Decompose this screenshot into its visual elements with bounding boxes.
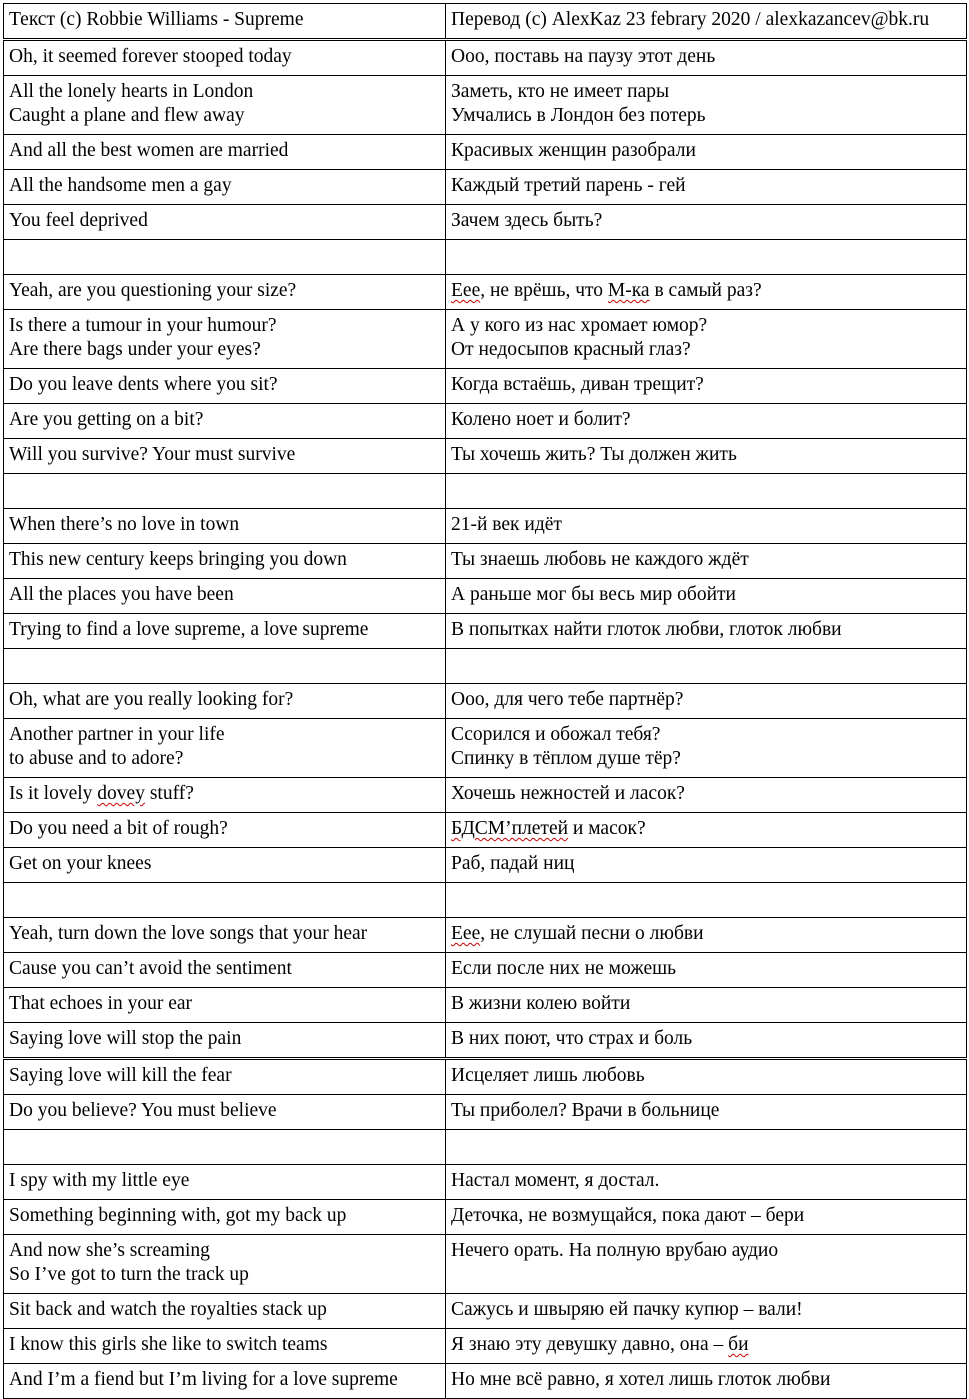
translation-line: А у кого из нас хромает юмор? От недосыпов красный глаз? [446, 310, 967, 369]
table-row [4, 813, 967, 848]
original-line: Is there a tumour in your humour? Are there bags under your eyes? [4, 310, 446, 369]
table-row [4, 40, 967, 76]
original-line: Sit back and watch the royalties stack up [4, 1294, 446, 1329]
original-line: Are you getting on a bit? [4, 404, 446, 439]
empty-row [4, 649, 967, 684]
original-line: And all the best women are married [4, 135, 446, 170]
table-row [4, 170, 967, 205]
table-row [4, 544, 967, 579]
empty-row [4, 240, 967, 275]
original-line: That echoes in your ear [4, 988, 446, 1023]
translation-line: Ты хочешь жить? Ты должен жить [446, 439, 967, 474]
table-row [4, 1364, 967, 1399]
table-row [4, 778, 967, 813]
translation-line: Сажусь и швыряю ей пачку купюр – вали! [446, 1294, 967, 1329]
original-line: Oh, what are you really looking for? [4, 684, 446, 719]
translation-line: Хочешь нежностей и ласок? [446, 778, 967, 813]
header-original: Текст (c) Robbie Williams - Supreme [4, 4, 446, 40]
table-row [4, 509, 967, 544]
translation-line: Исцеляет лишь любовь [446, 1059, 967, 1095]
translation-line: А раньше мог бы весь мир обойти [446, 579, 967, 614]
translation-line: Ооо, для чего тебе партнёр? [446, 684, 967, 719]
spellcheck-word: би [728, 1334, 749, 1355]
table-row [4, 76, 967, 135]
translation-line: Но мне всё равно, я хотел лишь глоток любви [446, 1364, 967, 1399]
empty-row [4, 474, 967, 509]
header-row [4, 4, 967, 40]
table-row [4, 439, 967, 474]
original-line: I know this girls she like to switch teams [4, 1329, 446, 1364]
translation-line: В попытках найти глоток любви, глоток любви [446, 614, 967, 649]
translation-line: Когда встаёшь, диван трещит? [446, 369, 967, 404]
original-line: Saying love will kill the fear [4, 1059, 446, 1095]
table-row [4, 614, 967, 649]
table-row [4, 1165, 967, 1200]
original-line: All the handsome men a gay [4, 170, 446, 205]
original-line: Get on your knees [4, 848, 446, 883]
translation-line: Нечего орать. На полную врубаю аудио [446, 1235, 967, 1294]
original-line: All the places you have been [4, 579, 446, 614]
empty-row [4, 1130, 967, 1165]
translation-line: Каждый третий парень - гей [446, 170, 967, 205]
table-row [4, 404, 967, 439]
translation-line: Еее, не врёшь, что М-ка в самый раз? [446, 275, 967, 310]
spellcheck-word: БДСМ’плетей [451, 818, 569, 839]
table-row [4, 1059, 967, 1095]
original-line: You feel deprived [4, 205, 446, 240]
table-row [4, 1095, 967, 1130]
translation-line: Раб, падай ниц [446, 848, 967, 883]
translation-line: В них поют, что страх и боль [446, 1023, 967, 1059]
header-translation: Перевод (c) AlexKaz 23 febrary 2020 / alexkazancev@bk.ru [446, 4, 967, 40]
original-line: Will you survive? Your must survive [4, 439, 446, 474]
translation-line [446, 240, 967, 275]
original-line [4, 474, 446, 509]
original-line [4, 1130, 446, 1165]
table-row [4, 918, 967, 953]
translation-line [446, 883, 967, 918]
spellcheck-word: Еее [451, 923, 481, 944]
table-row [4, 953, 967, 988]
empty-row [4, 883, 967, 918]
table-row [4, 988, 967, 1023]
original-line: This new century keeps bringing you down [4, 544, 446, 579]
original-line: Saying love will stop the pain [4, 1023, 446, 1059]
original-line: Is it lovely dovey stuff? [4, 778, 446, 813]
translation-line [446, 474, 967, 509]
original-line: And I’m a fiend but I’m living for a love supreme [4, 1364, 446, 1399]
table-row [4, 1023, 967, 1059]
table-row [4, 205, 967, 240]
translation-line: В жизни колею войти [446, 988, 967, 1023]
original-line: Something beginning with, got my back up [4, 1200, 446, 1235]
original-line: Do you need a bit of rough? [4, 813, 446, 848]
table-row [4, 1294, 967, 1329]
translation-line: Если после них не можешь [446, 953, 967, 988]
original-line: Yeah, are you questioning your size? [4, 275, 446, 310]
translation-line: Ты приболел? Врачи в больнице [446, 1095, 967, 1130]
table-row [4, 1235, 967, 1294]
table-row [4, 719, 967, 778]
original-line: Another partner in your life to abuse and to adore? [4, 719, 446, 778]
table-row [4, 684, 967, 719]
translation-line [446, 649, 967, 684]
original-line: Trying to find a love supreme, a love supreme [4, 614, 446, 649]
translation-line: Колено ноет и болит? [446, 404, 967, 439]
original-line [4, 883, 446, 918]
translation-line: Деточка, не возмущайся, пока дают – бери [446, 1200, 967, 1235]
original-line: Cause you can’t avoid the sentiment [4, 953, 446, 988]
spellcheck-word: dovey [97, 783, 145, 804]
original-line: I spy with my little eye [4, 1165, 446, 1200]
original-line: Do you believe? You must believe [4, 1095, 446, 1130]
table-row [4, 369, 967, 404]
table-row [4, 275, 967, 310]
translation-line [446, 1130, 967, 1165]
table-row [4, 848, 967, 883]
translation-line: Заметь, кто не имеет пары Умчались в Лондон без потерь [446, 76, 967, 135]
table-row [4, 579, 967, 614]
spellcheck-word: Еее [451, 280, 481, 301]
table-row [4, 1200, 967, 1235]
translation-line: Еее, не слушай песни о любви [446, 918, 967, 953]
original-line [4, 240, 446, 275]
original-line: And now she’s screaming So I’ve got to turn the track up [4, 1235, 446, 1294]
original-line: Oh, it seemed forever stooped today [4, 40, 446, 76]
translation-line: Настал момент, я достал. [446, 1165, 967, 1200]
original-line: All the lonely hearts in London Caught a plane and flew away [4, 76, 446, 135]
translation-line: Я знаю эту девушку давно, она – би [446, 1329, 967, 1364]
original-line: When there’s no love in town [4, 509, 446, 544]
translation-line: 21-й век идёт [446, 509, 967, 544]
translation-line: Красивых женщин разобрали [446, 135, 967, 170]
translation-line: БДСМ’плетей и масок? [446, 813, 967, 848]
table-row [4, 1329, 967, 1364]
translation-line: Ты знаешь любовь не каждого ждёт [446, 544, 967, 579]
translation-line: Ооо, поставь на паузу этот день [446, 40, 967, 76]
lyrics-table [3, 3, 967, 1399]
original-line: Do you leave dents where you sit? [4, 369, 446, 404]
table-row [4, 135, 967, 170]
translation-line: Ссорился и обожал тебя? Спинку в тёплом душе тёр? [446, 719, 967, 778]
spellcheck-word: М-ка [607, 280, 650, 301]
translation-line: Зачем здесь быть? [446, 205, 967, 240]
table-row [4, 310, 967, 369]
original-line: Yeah, turn down the love songs that your hear [4, 918, 446, 953]
original-line [4, 649, 446, 684]
